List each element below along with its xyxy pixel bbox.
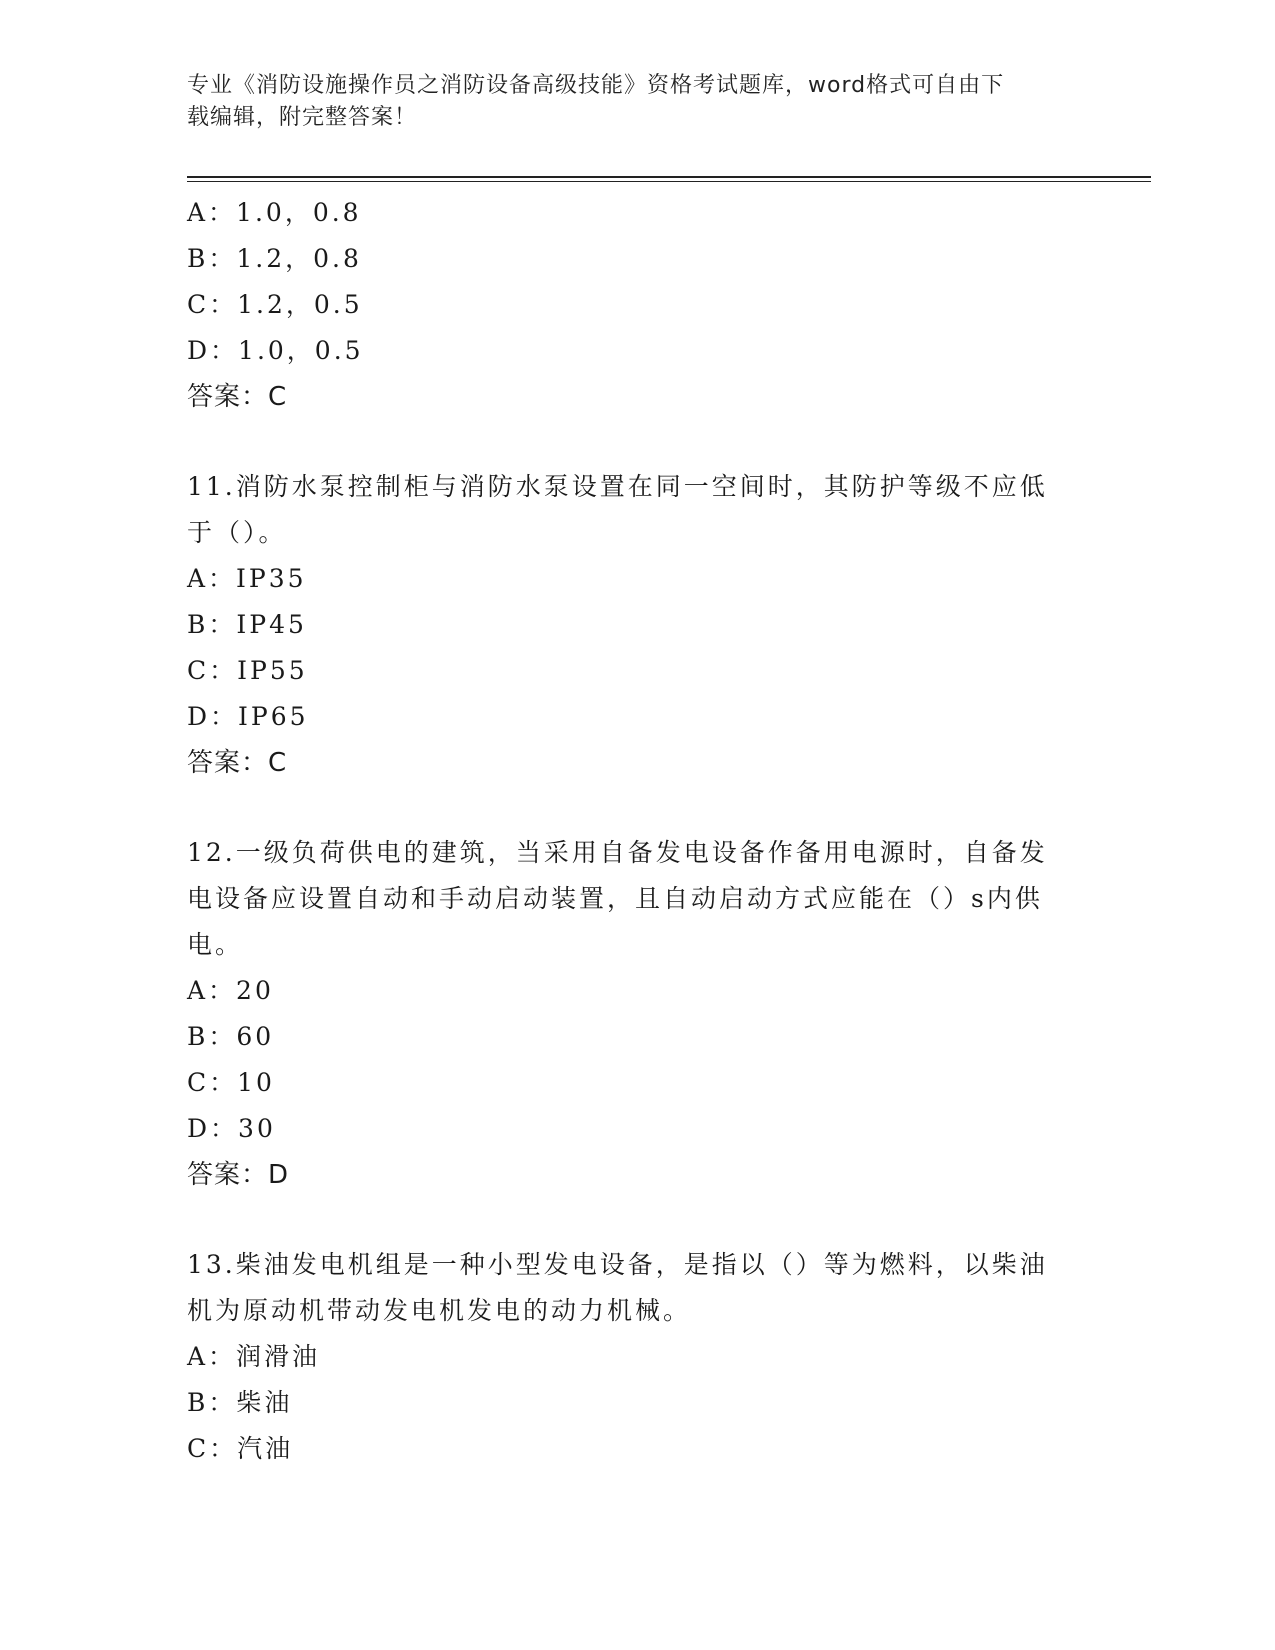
option-b: B：IP45 [187, 610, 307, 639]
question-stem-line: 电。 [187, 930, 244, 959]
option-a: A：1.0，0.8 [187, 198, 362, 227]
question-list [187, 190, 1087, 1472]
option-b: B：60 [187, 1022, 275, 1051]
question-stem-line: 于（）。 [187, 518, 287, 547]
question-13 [187, 1242, 1087, 1472]
option-d: D：1.0，0.5 [187, 336, 364, 365]
option-d: D：IP65 [187, 702, 309, 731]
question-stem-line: 电设备应设置自动和手动启动装置，且自动启动方式应能在（）s内供 [187, 884, 1043, 913]
question-stem-line: 11.消防水泵控制柜与消防水泵设置在同一空间时，其防护等级不应低 [187, 472, 1048, 501]
answer: 答案：C [187, 382, 288, 412]
page-header [187, 70, 1087, 134]
option-c: C：汽油 [187, 1434, 294, 1463]
spacer [187, 786, 1087, 830]
header-divider [187, 176, 1151, 178]
option-d: D：30 [187, 1114, 276, 1143]
spacer [187, 1198, 1087, 1242]
question-stem-line: 机为原动机带动发电机发电的动力机械。 [187, 1296, 692, 1325]
answer: 答案：D [187, 1160, 290, 1190]
spacer [187, 420, 1087, 464]
question-12 [187, 830, 1087, 1198]
option-c: C：IP55 [187, 656, 308, 685]
option-a: A：润滑油 [187, 1342, 321, 1371]
option-b: B：柴油 [187, 1388, 293, 1417]
option-c: C：1.2，0.5 [187, 290, 363, 319]
option-a: A：20 [187, 976, 274, 1005]
header-line-2: 载编辑，附完整答案！ [187, 105, 418, 130]
header-divider-thin [187, 181, 1151, 182]
option-c: C：10 [187, 1068, 275, 1097]
option-b: B：1.2，0.8 [187, 244, 362, 273]
question-10-tail [187, 190, 1087, 420]
question-11 [187, 464, 1087, 786]
answer: 答案：C [187, 748, 288, 778]
question-stem-line: 12.一级负荷供电的建筑，当采用自备发电设备作备用电源时，自备发 [187, 838, 1048, 867]
option-a: A：IP35 [187, 564, 307, 593]
header-line-1: 专业《消防设施操作员之消防设备高级技能》资格考试题库，word格式可自由下 [187, 73, 1005, 98]
question-stem-line: 13.柴油发电机组是一种小型发电设备，是指以（）等为燃料，以柴油 [187, 1250, 1048, 1279]
